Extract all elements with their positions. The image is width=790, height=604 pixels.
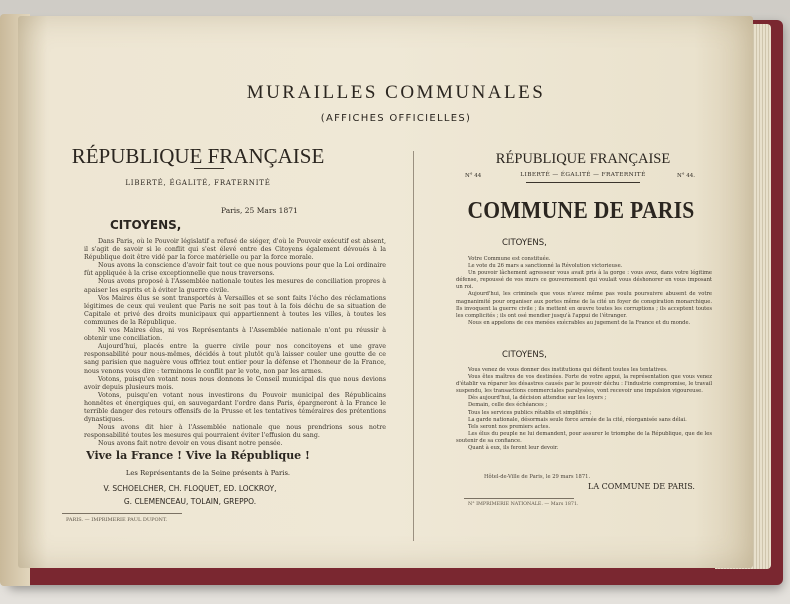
left-date: Paris, 25 Mars 1871 (221, 206, 298, 215)
left-motto: LIBERTÉ, ÉGALITÉ, FRATERNITÉ (125, 179, 271, 187)
paragraph: Nous avons fait notre devoir en vous disant notre pensée. (98, 440, 283, 448)
paragraph: Vous venez de vous donner des institutions qui défient toutes les tentatives. (468, 367, 668, 373)
right-heading-2: CITOYENS, (502, 350, 547, 360)
right-republic-heading: RÉPUBLIQUE FRANÇAISE (495, 151, 671, 167)
right-number-left: N° 44 (465, 173, 482, 179)
paragraph: Demain, celle des échéances ; (468, 402, 548, 409)
printer-rule (464, 498, 574, 499)
paragraph: Un pouvoir lâchement agresseur vous avait pris à la gorge : vous avez, dans votre légitime défense, repoussé de vos murs ce gouvernement qui voulait vous déshonorer en vous imposant un roi. (456, 270, 712, 291)
left-printer: PARIS. — IMPRIMERIE PAUL DUPONT. (66, 517, 168, 523)
paragraph: Nous avons la conscience d'avoir fait tout ce que nous pouvions pour que la Loi ordinaire fût appliquée à la crise exceptionnelle que nous traversons. (84, 262, 386, 278)
paragraph: Dans Paris, où le Pouvoir législatif a refusé de siéger, d'où le Pouvoir exécutif est absent, il s'agit de savoir si le conflit qui s'est élevé entre des Citoyens également dévoués à la République doit être vidé par la force matérielle ou par la force morale. (84, 238, 386, 262)
right-signature: LA COMMUNE DE PARIS. (588, 482, 695, 491)
right-section-1 (456, 256, 712, 327)
printer-rule (62, 513, 182, 514)
right-printer: N° IMPRIMERIE NATIONALE. — Mars 1871. (468, 502, 579, 507)
paragraph: Nous avons proposé à l'Assemblée nationale toutes les mesures de conciliation propres à apaiser les esprits et à éviter la guerre civile. (84, 278, 386, 294)
paragraph: Le vote du 26 mars a sanctionné la Révolution victorieuse. (468, 263, 623, 270)
paragraph: Votons, puisqu'en votant nous nous donnons le Conseil municipal dis que nous devions avoir depuis plusieurs mois. (84, 375, 386, 391)
album-page (18, 16, 753, 568)
paragraph: La garde nationale, désormais seule force armée de la cité, réorganisée sans délai. (468, 416, 687, 423)
paragraph: Ni vos Maires élus, ni vos Représentants à l'Assemblée nationale n'ont pu réussir à obtenir une conciliation. (84, 327, 386, 343)
left-cry: Vive la France ! Vive la République ! (86, 449, 310, 462)
paragraph: Tels seront nos premiers actes. (468, 423, 551, 430)
paragraph: Votre Commune est constituée. (468, 256, 551, 262)
right-motto: LIBERTÉ — ÉGALITÉ — FRATERNITÉ (520, 172, 646, 178)
ornament-rule (194, 168, 224, 169)
paragraph: Dès aujourd'hui, la décision attendue sur les loyers ; (468, 395, 607, 402)
paragraph: Les élus du peuple ne lui demandent, pour assurer le triomphe de la République, que de les soutenir de sa confiance. (456, 430, 712, 444)
paragraph: Nous en appelons de ces menées exécrables au jugement de la France et du monde. (468, 319, 691, 326)
left-body (84, 238, 386, 448)
paragraph: Aujourd'hui, les criminels que vous n'avez même pas voulu poursuivre abusent de votre magnanimité pour organiser aux portes même de la cité un foyer de conspiration monarchique. Ils invoquent la guerre civile ; ils mettent en œuvre toutes les corruptions ; ils acceptent toutes les complicités ; ils ont osé mendier jusqu'à l'appui de l'étranger. (456, 291, 712, 319)
paragraph: Votons, puisqu'en votant nous investirons du Pouvoir municipal des Républicains honnêtes et énergiques qui, en sauvegardant l'ordre dans Paris, épargneront à la France le terrible danger des retours offensifs de la Prusse et les tentatives téméraires des prétentions dynastiques. (84, 391, 386, 424)
left-signatories-intro: Les Représentants de la Seine présents à Paris. (125, 469, 291, 477)
ornament-rule (526, 182, 640, 183)
paragraph: Nous avons dit hier à l'Assemblée nationale que nous prendrions sous notre responsabilité toutes les mesures qui pourraient éviter l'effusion du sang. (84, 424, 386, 440)
poster-divider (413, 151, 414, 541)
right-title: COMMUNE DE PARIS (467, 198, 695, 224)
paragraph: Tous les services publics rétablis et simplifiés ; (468, 409, 592, 416)
paragraph: Quant à eux, ils feront leur devoir. (468, 445, 559, 452)
right-place-date: Hôtel-de-Ville de Paris, le 29 mars 1871. (484, 474, 591, 480)
page-subtitle: (AFFICHES OFFICIELLES) (320, 113, 472, 124)
left-republic-heading: RÉPUBLIQUE FRANÇAISE (71, 144, 325, 168)
paragraph: Vos Maires élus se sont transportés à Versailles et se sont faits l'écho des réclamations légitimes de ceux qui veulent que Paris ne soit pas tout à la fois déchu de sa situation de Capitale et privé des droits municipaux qui appartiennent à toutes les villes, à toutes les communes de la République. (84, 294, 386, 326)
left-signatories: V. SCHOELCHER, CH. FLOQUET, ED. LOCKROY, (103, 484, 277, 493)
left-signatories: G. CLEMENCEAU, TOLAIN, GREPPO. (123, 497, 257, 506)
right-number-right: N° 44. (677, 173, 696, 179)
left-heading: CITOYENS, (110, 218, 182, 232)
paragraph: Vous êtes maîtres de vos destinées. Forte de votre appui, la représentation que vous venez d'établir va réparer les désastres causés par le pouvoir déchu : l'industrie compromise, le travail suspendu, les transactions commerciales paralysées, vont recevoir une impulsion vigoureuse. (456, 374, 712, 395)
right-section-2 (456, 367, 712, 452)
page-title: MURAILLES COMMUNALES (246, 82, 546, 103)
paragraph: Aujourd'hui, placés entre la guerre civile pour nos concitoyens et une grave responsabilité pour nous-mêmes, décidés à tout plutôt qu'à laisser couler une goutte de ce sang parisien que naguère vous offriez tout entier pour la défense et l'honneur de la France, nous venons vous dire : terminons le conflit par le vote, non par les armes. (84, 343, 386, 375)
right-heading-1: CITOYENS, (502, 238, 547, 248)
